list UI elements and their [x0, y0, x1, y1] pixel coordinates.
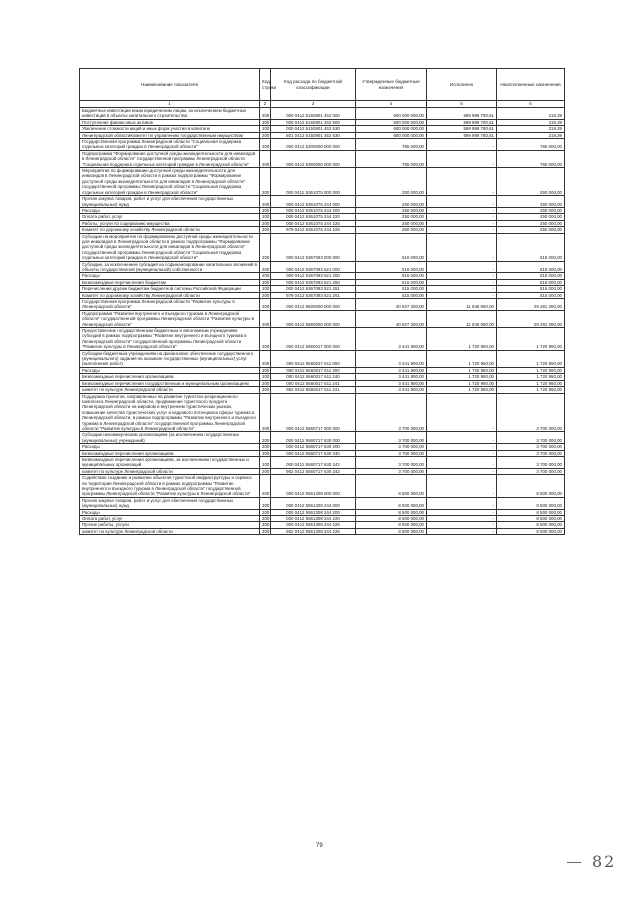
row-unexecuted-amount: 515 000,00 — [497, 233, 565, 261]
row-line-code: 200 — [260, 367, 271, 373]
row-name: Безвозмездные перечисления государственным и муниципальным организациям — [80, 380, 260, 386]
row-name: Перечисления другим бюджетам бюджетной системы Российской Федерации — [80, 286, 260, 292]
table-row — [80, 150, 565, 167]
row-classification-code: 000 0412 5361075 000 000 — [271, 168, 356, 196]
row-approved-amount: 250 000,00 — [356, 207, 427, 213]
row-approved-amount: 3 700 000,00 — [356, 444, 427, 450]
row-executed-amount: - — [427, 286, 497, 292]
row-name: Безвозмездные перечисления бюджетам — [80, 279, 260, 285]
row-unexecuted-amount: 515 000,00 — [497, 279, 565, 285]
row-unexecuted-amount: 3 700 000,00 — [497, 393, 565, 432]
row-unexecuted-amount: 8 500 000,00 — [497, 516, 565, 522]
row-executed-amount: - — [427, 196, 497, 208]
row-name: Оплата работ, услуг — [80, 214, 260, 220]
row-line-code: 200 — [260, 196, 271, 208]
row-executed-amount: 1 720 950,00 — [427, 380, 497, 386]
row-line-code: 200 — [260, 456, 271, 468]
row-classification-code: 962 0412 5560717 630 242 — [271, 468, 356, 474]
column-number: 1 — [80, 101, 260, 108]
row-name: Безвозмездные перечисления организациям — [80, 374, 260, 380]
row-executed-amount: 599 999 780,61 — [427, 119, 497, 125]
row-line-code: 200 — [260, 468, 271, 474]
row-approved-amount: 8 500 000,00 — [356, 475, 427, 498]
row-classification-code: 000 0412 5361075 244 200 — [271, 207, 356, 213]
row-name: Прочая закупка товаров, работ и услуг для обеспечения государственных (муниципальных) нужд — [80, 196, 260, 208]
row-line-code: 200 — [260, 220, 271, 226]
row-name: комитет по культуре Ленинградской области — [80, 468, 260, 474]
row-unexecuted-amount: 1 720 950,00 — [497, 387, 565, 393]
row-executed-amount: - — [427, 456, 497, 468]
row-name: комитет по культуре Ленинградской области — [80, 528, 260, 534]
row-classification-code: 000 0412 5560017 000 000 — [271, 328, 356, 351]
table-row — [80, 393, 565, 432]
row-unexecuted-amount: 250 000,00 — [497, 168, 565, 196]
column-header-approved: Утвержденные бюджетные назначения — [356, 69, 427, 101]
row-approved-amount: 40 827 300,00 — [356, 310, 427, 327]
row-unexecuted-amount: 8 500 000,00 — [497, 475, 565, 498]
table-row — [80, 310, 565, 327]
row-line-code: 200 — [260, 528, 271, 534]
row-executed-amount: 11 545 950,00 — [427, 299, 497, 311]
row-line-code: 200 — [260, 126, 271, 132]
row-classification-code: 000 0412 5560717 630 240 — [271, 450, 356, 456]
row-classification-code: 000 0412 5560017 611 241 — [271, 380, 356, 386]
row-line-code: 200 — [260, 432, 271, 444]
row-executed-amount: 599 999 780,61 — [427, 108, 497, 120]
row-unexecuted-amount: 1 720 950,00 — [497, 328, 565, 351]
row-classification-code: 000 0412 5560717 000 000 — [271, 393, 356, 432]
row-line-code: 200 — [260, 273, 271, 279]
row-approved-amount: 765 000,00 — [356, 150, 427, 167]
row-classification-code: 000 0412 5560717 630 242 — [271, 456, 356, 468]
row-name: Оплата работ, услуг — [80, 516, 260, 522]
row-classification-code: 000 0412 5560717 630 200 — [271, 444, 356, 450]
row-classification-code: 000 0412 5560717 630 000 — [271, 432, 356, 444]
row-executed-amount: 1 720 950,00 — [427, 367, 497, 373]
row-approved-amount: 515 000,00 — [356, 233, 427, 261]
row-unexecuted-amount: 219,39 — [497, 126, 565, 132]
row-classification-code: 000 0412 5561308 244 220 — [271, 516, 356, 522]
row-classification-code: 000 0412 5150801 452 500 — [271, 119, 356, 125]
row-line-code: 200 — [260, 214, 271, 220]
row-name: Предоставление государственным бюджетным и автономным учреждениям субсидий в рамках подпрограммы "Развитие внутреннего и въездного туризма в Ленинградской области" государственной программы Ленинградской области "Развитие культуры в Ленинградской области" — [80, 328, 260, 351]
row-approved-amount: 3 700 000,00 — [356, 468, 427, 474]
row-executed-amount: - — [427, 279, 497, 285]
row-approved-amount: 600 000 000,00 — [356, 132, 427, 138]
table-row — [80, 126, 565, 132]
row-unexecuted-amount: 29 281 350,00 — [497, 310, 565, 327]
row-unexecuted-amount: 3 700 000,00 — [497, 456, 565, 468]
row-approved-amount: 250 000,00 — [356, 220, 427, 226]
row-approved-amount: 8 500 000,00 — [356, 497, 427, 509]
row-line-code: 200 — [260, 509, 271, 515]
row-line-code: 200 — [260, 119, 271, 125]
row-executed-amount: - — [427, 220, 497, 226]
table-row — [80, 380, 565, 386]
row-line-code: 200 — [260, 522, 271, 528]
column-number: 2 — [260, 101, 271, 108]
row-line-code: 200 — [260, 497, 271, 509]
row-name: Прочие работы, услуги — [80, 522, 260, 528]
column-number-row — [80, 101, 565, 108]
row-line-code: 200 — [260, 227, 271, 233]
row-executed-amount: 1 720 950,00 — [427, 387, 497, 393]
row-executed-amount: 1 720 950,00 — [427, 374, 497, 380]
row-approved-amount: 3 441 900,00 — [356, 374, 427, 380]
row-classification-code: 000 0412 5361075 244 000 — [271, 196, 356, 208]
row-classification-code: 000 0412 5367093 000 000 — [271, 233, 356, 261]
row-approved-amount: 8 500 000,00 — [356, 522, 427, 528]
row-name: Расходы — [80, 207, 260, 213]
row-unexecuted-amount: 3 700 000,00 — [497, 432, 565, 444]
column-number: 3 — [271, 101, 356, 108]
row-line-code: 200 — [260, 207, 271, 213]
row-executed-amount: - — [427, 393, 497, 432]
column-header-unexecuted: Неисполненные назначения — [497, 69, 565, 101]
row-executed-amount: - — [427, 261, 497, 273]
row-classification-code: 000 0412 5360000 000 000 — [271, 150, 356, 167]
row-name: Субсидии на мероприятия по формированию доступной среды жизнедеятельности для инвалидов в Ленинградской области в рамках подпрограммы "Формирование доступной среды жизнедеятельности для инвалидов в Ленинградской области" государственной программы Ленинградской области "Социальная поддержка отдельных категорий граждан в Ленинградской области" — [80, 233, 260, 261]
row-classification-code: 000 0412 5561308 244 200 — [271, 509, 356, 515]
row-approved-amount: 3 700 000,00 — [356, 432, 427, 444]
row-classification-code: 000 0412 5367093 521 251 — [271, 286, 356, 292]
row-unexecuted-amount: 765 000,00 — [497, 139, 565, 151]
row-name: Поступление финансовых активов — [80, 119, 260, 125]
row-unexecuted-amount: 3 700 000,00 — [497, 450, 565, 456]
row-line-code: 200 — [260, 139, 271, 151]
row-executed-amount: - — [427, 468, 497, 474]
row-unexecuted-amount: 8 500 000,00 — [497, 497, 565, 509]
row-unexecuted-amount: 219,39 — [497, 132, 565, 138]
row-executed-amount: 1 720 950,00 — [427, 350, 497, 367]
row-executed-amount: - — [427, 168, 497, 196]
table-row — [80, 350, 565, 367]
row-classification-code: 000 0412 5367093 521 200 — [271, 273, 356, 279]
row-name: Мероприятия по формированию доступной среды жизнедеятельности для инвалидов в Ленинградской области в рамках подпрограммы "Формирование доступной среды жизнедеятельности для инвалидов в Ленинградской области" государственной программы Ленинградской области "Социальная поддержка отдельных категорий граждан в Ленинградской области" — [80, 168, 260, 196]
row-line-code: 200 — [260, 233, 271, 261]
table-row — [80, 261, 565, 273]
row-name: Расходы — [80, 444, 260, 450]
row-approved-amount: 40 827 300,00 — [356, 299, 427, 311]
row-executed-amount: - — [427, 444, 497, 450]
row-executed-amount: - — [427, 432, 497, 444]
row-executed-amount: - — [427, 522, 497, 528]
row-name: Работы, услуги по содержанию имущества — [80, 220, 260, 226]
row-executed-amount: - — [427, 273, 497, 279]
row-executed-amount: 11 545 950,00 — [427, 310, 497, 327]
row-classification-code: 801 0412 5150801 452 530 — [271, 132, 356, 138]
table-row — [80, 475, 565, 498]
row-line-code: 200 — [260, 374, 271, 380]
table-row — [80, 168, 565, 196]
row-executed-amount: - — [427, 214, 497, 220]
row-classification-code: 000 0412 5560000 000 000 — [271, 310, 356, 327]
row-unexecuted-amount: 8 500 000,00 — [497, 522, 565, 528]
row-executed-amount: - — [427, 475, 497, 498]
row-approved-amount: 515 000,00 — [356, 279, 427, 285]
row-approved-amount: 3 441 900,00 — [356, 387, 427, 393]
column-number: 5 — [427, 101, 497, 108]
row-line-code: 200 — [260, 328, 271, 351]
table-row — [80, 456, 565, 468]
row-line-code: 200 — [260, 108, 271, 120]
row-line-code: 200 — [260, 261, 271, 273]
page-number: 79 — [316, 843, 323, 849]
row-classification-code: 000 0412 5361075 244 220 — [271, 214, 356, 220]
row-unexecuted-amount: 250 000,00 — [497, 227, 565, 233]
row-approved-amount: 250 000,00 — [356, 227, 427, 233]
row-executed-amount: - — [427, 509, 497, 515]
row-unexecuted-amount: 250 000,00 — [497, 207, 565, 213]
row-executed-amount: - — [427, 233, 497, 261]
row-unexecuted-amount: 250 000,00 — [497, 214, 565, 220]
row-classification-code: 962 0412 5561308 244 226 — [271, 528, 356, 534]
row-classification-code: 000 0412 5300000 000 000 — [271, 139, 356, 151]
row-approved-amount: 250 000,00 — [356, 214, 427, 220]
row-approved-amount: 515 000,00 — [356, 286, 427, 292]
row-classification-code: 000 0412 5150801 452 530 — [271, 126, 356, 132]
row-approved-amount: 515 000,00 — [356, 292, 427, 298]
row-unexecuted-amount: 219,39 — [497, 119, 565, 125]
row-line-code: 200 — [260, 299, 271, 311]
row-name: Бюджетные инвестиции иным юридическим лицам, за исключением бюджетных инвестиций в объекты капитального строительства — [80, 108, 260, 120]
column-header-classification-code: Код расхода по бюджетной классификации — [271, 69, 356, 101]
budget-execution-table — [79, 68, 565, 535]
table-row — [80, 387, 565, 393]
row-name: Субсидии некоммерческим организациям (за исключением государственных (муниципальных) учреждений) — [80, 432, 260, 444]
row-line-code: 200 — [260, 516, 271, 522]
row-classification-code: 000 0412 5560017 611 000 — [271, 350, 356, 367]
row-executed-amount: - — [427, 227, 497, 233]
row-executed-amount: 599 999 780,61 — [427, 132, 497, 138]
row-executed-amount: - — [427, 516, 497, 522]
row-executed-amount: - — [427, 139, 497, 151]
row-line-code: 200 — [260, 393, 271, 432]
row-unexecuted-amount: 765 000,00 — [497, 150, 565, 167]
row-line-code: 200 — [260, 150, 271, 167]
row-unexecuted-amount: 8 500 000,00 — [497, 509, 565, 515]
row-classification-code: 000 0412 5560017 611 240 — [271, 374, 356, 380]
row-name: Безвозмездные перечисления организациям — [80, 450, 260, 456]
row-name: Подпрограмма "Развитие внутреннего и въездного туризма в Ленинградской области" государственной программы Ленинградской области "Развитие культуры в Ленинградской области" — [80, 310, 260, 327]
row-approved-amount: 515 000,00 — [356, 261, 427, 273]
row-unexecuted-amount: 3 700 000,00 — [497, 468, 565, 474]
row-line-code: 200 — [260, 132, 271, 138]
row-approved-amount: 515 000,00 — [356, 273, 427, 279]
corner-dash — [567, 862, 581, 863]
row-classification-code: 979 0412 5361075 244 225 — [271, 227, 356, 233]
row-classification-code: 000 0412 5561308 244 226 — [271, 522, 356, 528]
row-line-code: 200 — [260, 168, 271, 196]
table-row — [80, 432, 565, 444]
table-row — [80, 299, 565, 311]
row-approved-amount: 8 500 000,00 — [356, 528, 427, 534]
row-name: Субсидии, за исключением субсидий на софинансирование капитальных вложений в объекты государственной (муниципальной) собственности — [80, 261, 260, 273]
row-approved-amount: 600 000 000,00 — [356, 119, 427, 125]
column-number: 4 — [356, 101, 427, 108]
row-classification-code: 000 0412 5367093 521 250 — [271, 279, 356, 285]
row-approved-amount: 3 700 000,00 — [356, 456, 427, 468]
row-unexecuted-amount: 515 000,00 — [497, 286, 565, 292]
row-approved-amount: 3 441 900,00 — [356, 328, 427, 351]
row-approved-amount: 3 700 000,00 — [356, 450, 427, 456]
row-unexecuted-amount: 515 000,00 — [497, 273, 565, 279]
row-line-code: 200 — [260, 286, 271, 292]
row-name: Комитет по дорожному хозяйству Ленинградской области — [80, 292, 260, 298]
row-line-code: 200 — [260, 387, 271, 393]
row-name: Поддержка проектов, направленных на развитие туристско-рекреационного комплекса Ленинградской области, продвижение туристского продукта Ленинградской области на мировом и внутреннем туристических рынках, повышение качества туристических услуг и кадрового потенциала сферы туризма в Ленинградской области, в рамках подпрограммы "Развитие внутреннего и въездного туризма в Ленинградской области" государственной программы Ленинградской области "Развитие культуры в Ленинградской области" — [80, 393, 260, 432]
table-row — [80, 132, 565, 138]
row-line-code: 200 — [260, 310, 271, 327]
row-classification-code: 962 0412 5560017 611 241 — [271, 387, 356, 393]
row-name: Расходы — [80, 273, 260, 279]
row-classification-code: 979 0412 5367093 521 251 — [271, 292, 356, 298]
row-unexecuted-amount: 515 000,00 — [497, 261, 565, 273]
row-approved-amount: 765 000,00 — [356, 139, 427, 151]
row-name: Ленинградской областиКомитет по управлению государственным имуществом — [80, 132, 260, 138]
row-name: Содействие созданию и развитию объектов туристской инфраструктуры и сервиса на территории Ленинградской области в рамках подпрограммы "Развитие внутреннего и въездного туризма в Ленинградской области" государственной программы Ленинградской области "Развитие культуры в Ленинградской области" — [80, 475, 260, 498]
row-executed-amount: - — [427, 292, 497, 298]
row-name: Государственная программа Ленинградской области "Социальная поддержка отдельных категорий граждан в Ленинградской области" — [80, 139, 260, 151]
row-name: Комитет по дорожному хозяйству Ленинградской области — [80, 227, 260, 233]
row-approved-amount: 600 000 000,00 — [356, 108, 427, 120]
row-unexecuted-amount: 250 000,00 — [497, 196, 565, 208]
row-approved-amount: 600 000 000,00 — [356, 126, 427, 132]
row-executed-amount: 599 999 780,61 — [427, 126, 497, 132]
column-number: 6 — [497, 101, 565, 108]
table-row — [80, 108, 565, 120]
row-name: Безвозмездные перечисления организациям, за исключением государственных и муниципальных организаций — [80, 456, 260, 468]
row-unexecuted-amount: 1 720 950,00 — [497, 350, 565, 367]
table-header-row — [80, 69, 565, 101]
row-unexecuted-amount: 29 281 350,00 — [497, 299, 565, 311]
row-classification-code: 000 0412 5361075 244 225 — [271, 220, 356, 226]
row-name: Расходы — [80, 509, 260, 515]
row-approved-amount: 3 441 900,00 — [356, 350, 427, 367]
row-approved-amount: 3 441 900,00 — [356, 367, 427, 373]
row-name: Государственная программа Ленинградской области "Развитие культуры в Ленинградской области" — [80, 299, 260, 311]
row-unexecuted-amount: 1 720 950,00 — [497, 367, 565, 373]
row-approved-amount: 250 000,00 — [356, 196, 427, 208]
row-unexecuted-amount: 250 000,00 — [497, 220, 565, 226]
row-line-code: 200 — [260, 279, 271, 285]
row-classification-code: 000 0412 5500000 000 000 — [271, 299, 356, 311]
column-header-line-code: Код строки — [260, 69, 271, 101]
row-executed-amount: - — [427, 528, 497, 534]
row-line-code: 200 — [260, 450, 271, 456]
row-approved-amount: 250 000,00 — [356, 168, 427, 196]
row-line-code: 200 — [260, 475, 271, 498]
row-unexecuted-amount: 3 700 000,00 — [497, 444, 565, 450]
column-header-executed: Исполнено — [427, 69, 497, 101]
row-classification-code: 000 0412 5561308 244 000 — [271, 497, 356, 509]
table-row — [80, 119, 565, 125]
table-row — [80, 528, 565, 534]
row-line-code: 200 — [260, 380, 271, 386]
table-row — [80, 497, 565, 509]
row-executed-amount: - — [427, 497, 497, 509]
table-row — [80, 328, 565, 351]
column-header-name: Наименование показателя — [80, 69, 260, 101]
corner-page-stamp: 82 — [592, 852, 617, 871]
row-name: Прочая закупка товаров, работ и услуг для обеспечения государственных (муниципальных) нужд — [80, 497, 260, 509]
table-row — [80, 196, 565, 208]
row-name: Субсидии бюджетным учреждениям на финансовое обеспечение государственного (муниципального) задания на оказание государственных (муниципальных) услуг (выполнение работ) — [80, 350, 260, 367]
row-approved-amount: 8 500 000,00 — [356, 516, 427, 522]
row-name: Подпрограмма "Формирование доступной среды жизнедеятельности для инвалидов в Ленинградской области" государственной программы Ленинградской области "Социальная поддержка отдельных категорий граждан в Ленинградской области" — [80, 150, 260, 167]
row-approved-amount: 8 500 000,00 — [356, 509, 427, 515]
row-classification-code: 000 0412 5367093 521 000 — [271, 261, 356, 273]
table-row — [80, 139, 565, 151]
table-body — [80, 108, 565, 535]
row-unexecuted-amount: 1 720 950,00 — [497, 374, 565, 380]
row-classification-code: 000 0412 5150801 452 000 — [271, 108, 356, 120]
row-executed-amount: - — [427, 150, 497, 167]
row-executed-amount: - — [427, 207, 497, 213]
row-unexecuted-amount: 515 000,00 — [497, 292, 565, 298]
row-classification-code: 000 0412 5561308 000 000 — [271, 475, 356, 498]
row-unexecuted-amount: 8 500 000,00 — [497, 528, 565, 534]
row-line-code: 200 — [260, 444, 271, 450]
row-line-code: 200 — [260, 350, 271, 367]
row-classification-code: 000 0412 5560017 611 200 — [271, 367, 356, 373]
table-row — [80, 233, 565, 261]
row-approved-amount: 3 700 000,00 — [356, 393, 427, 432]
row-unexecuted-amount: 219,39 — [497, 108, 565, 120]
row-name: Расходы — [80, 367, 260, 373]
row-name: Увеличение стоимости акций и иных форм участия в капитале — [80, 126, 260, 132]
row-executed-amount: 1 720 950,00 — [427, 328, 497, 351]
row-line-code: 200 — [260, 292, 271, 298]
table-row — [80, 374, 565, 380]
row-name: комитет по культуре Ленинградской области — [80, 387, 260, 393]
row-unexecuted-amount: 1 720 950,00 — [497, 380, 565, 386]
row-executed-amount: - — [427, 450, 497, 456]
row-approved-amount: 3 441 900,00 — [356, 380, 427, 386]
